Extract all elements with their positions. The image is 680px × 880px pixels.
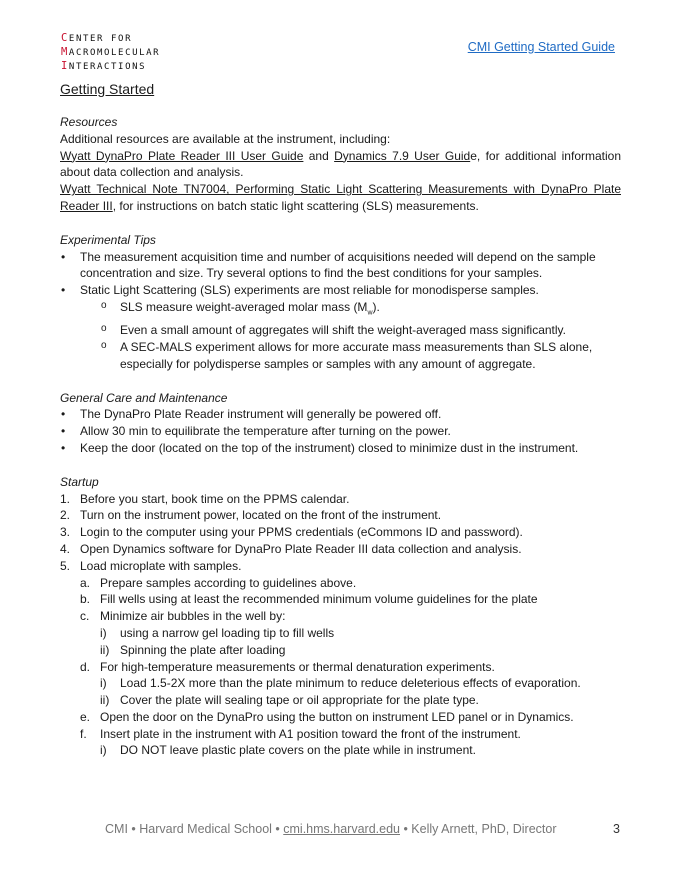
list-item: i) using a narrow gel loading tip to fill wells	[100, 625, 335, 640]
care-heading: General Care and Maintenance	[60, 390, 228, 405]
resources-line-1: Wyatt DynaPro Plate Reader III User Guide and Dynamics 7.9 User Guide, for additional information about data collection and analysis.	[60, 148, 622, 180]
page-title: Getting Started	[60, 81, 155, 97]
document-body	[60, 80, 621, 759]
list-item: • Allow 30 min to equilibrate the temperature after turning on the power.	[60, 423, 621, 440]
list-item: i) Load 1.5-2X more than the plate minimum to reduce deleterious effects of evaporation.	[100, 676, 581, 691]
care-list	[60, 406, 621, 456]
list-item: ii) Cover the plate will sealing tape or oil appropriate for the plate type.	[100, 693, 479, 708]
sub-list-item: o SLS measure weight-averaged molar mass $(M_w)$.	[60, 299, 621, 322]
sub-list-item: o A SEC-MALS experiment allows for more accurate mass measurements than SLS alone, especially for polydisperse samples or samples with any amount of aggregate.	[60, 339, 621, 373]
footer-website-link[interactable]: cmi.hms.harvard.edu	[283, 822, 400, 836]
logo-line: INTERACTIONS	[61, 60, 147, 72]
resources-heading: Resources	[60, 115, 118, 129]
list-item: e. Open the door on the DynaPro using the button on instrument LED panel or in Dynamics.	[80, 709, 574, 724]
user-guide-link[interactable]: Wyatt DynaPro Plate Reader III User Guide	[60, 148, 304, 163]
dynamics-guide-link[interactable]: Dynamics 7.9 User Guid	[334, 148, 471, 163]
list-item: c. Minimize air bubbles in the well by:	[80, 609, 286, 624]
list-item: 3. Login to the computer using your PPMS credentials (eCommons ID and password).	[60, 525, 523, 540]
list-item: b. Fill wells using at least the recommended minimum volume guidelines for the plate	[80, 592, 538, 607]
list-item: f. Insert plate in the instrument with A1 position toward the front of the instrument.	[80, 726, 521, 741]
list-item: • The DynaPro Plate Reader instrument will generally be powered off.	[60, 406, 621, 423]
footer: CMI • Harvard Medical School • cmi.hms.harvard.edu • Kelly Arnett, PhD, Director	[105, 822, 557, 836]
list-item: • Static Light Scattering (SLS) experiments are most reliable for monodisperse samples. o SLS measure weight-averaged molar mass $(M_w)$. o Even a small amount of aggregates will shift the weight-averaged mass significantly. o A SEC-MALS experiment allows for more accurate mass measurements than SLS alone, especially for polydisperse samples or samples with any amount of aggregate.	[60, 282, 621, 372]
guide-link[interactable]: CMI Getting Started Guide	[467, 40, 615, 54]
startup-list	[60, 491, 621, 760]
list-item: 1. Before you start, book time on the PPMS calendar.	[60, 491, 350, 506]
list-item: • Keep the door (located on the top of the instrument) closed to minimize dust in the instrument.	[60, 440, 621, 457]
list-item: • The measurement acquisition time and number of acquisitions needed will depend on the sample concentration and size. Try several options to find the best conditions for your samples.	[60, 249, 621, 283]
cmi-logo	[61, 32, 160, 74]
logo-line: CENTER FOR	[61, 32, 133, 44]
sub-list-item: o Even a small amount of aggregates will shift the weight-averaged mass significantly.	[60, 322, 621, 339]
resources-intro: Additional resources are available at the instrument, including:	[60, 131, 391, 146]
list-item: 2. Turn on the instrument power, located on the front of the instrument.	[60, 508, 442, 523]
list-item: a. Prepare samples according to guidelines above.	[80, 575, 357, 590]
list-item: i) DO NOT leave plastic plate covers on the plate while in instrument.	[100, 743, 476, 758]
tech-note-link[interactable]: Wyatt Technical Note TN7004, Performing Static Light Scattering Measurements with DynaPro Plate Reader III	[60, 182, 621, 213]
list-item: ii) Spinning the plate after loading	[100, 642, 286, 657]
list-item: 5. Load microplate with samples.	[60, 558, 242, 573]
logo-line: MACROMOLECULAR	[61, 46, 161, 58]
tips-heading: Experimental Tips	[60, 232, 156, 247]
startup-heading: Startup	[60, 474, 99, 489]
list-item: 4. Open Dynamics software for DynaPro Plate Reader III data collection and analysis.	[60, 541, 522, 556]
tips-list	[60, 249, 621, 373]
resources-line-2: Wyatt Technical Note TN7004, Performing Static Light Scattering Measurements with DynaPro Plate Reader III, for instructions on batch static light scattering (SLS) measurements.	[60, 182, 621, 213]
page-number: 3	[613, 822, 620, 836]
list-item: d. For high-temperature measurements or thermal denaturation experiments.	[80, 659, 495, 674]
